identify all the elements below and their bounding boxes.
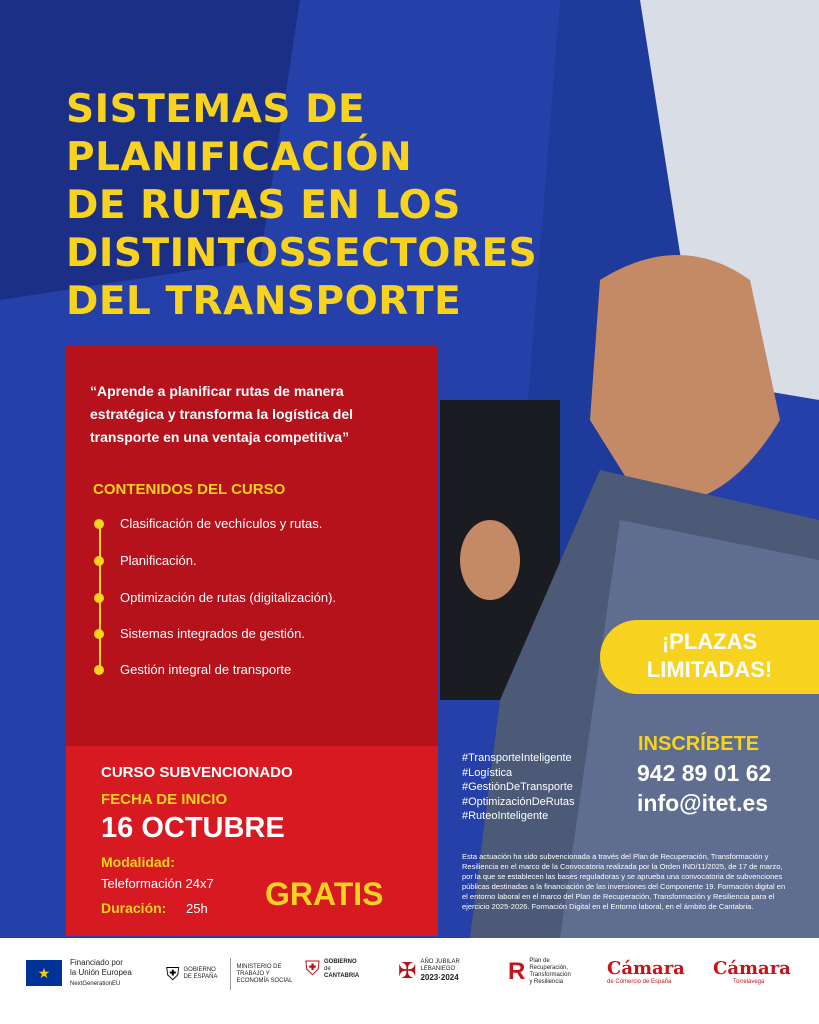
contents-heading: CONTENIDOS DEL CURSO: [93, 481, 286, 498]
camara-espana-logo: Cámara de Comercio de España: [607, 958, 685, 985]
mode-value: Teleformación 24x7: [101, 876, 214, 891]
phone-number[interactable]: 942 89 01 62: [637, 760, 772, 786]
eu-funding-logo: ★ Financiado por la Unión Europea NextGenerationEU: [26, 958, 132, 988]
badge-line: ¡PLAZAS: [661, 629, 758, 654]
email-link[interactable]: info@itet.es: [637, 790, 769, 816]
price-label: GRATIS: [265, 876, 384, 912]
list-item: Gestión integral de transporte: [94, 662, 291, 677]
prtr-mark-icon: R: [508, 958, 526, 985]
title-line: DE RUTAS EN LOS: [66, 183, 461, 228]
hashtag-list: [462, 751, 575, 824]
bullet-dot-icon: [94, 665, 104, 675]
duration-label: Duración:: [101, 900, 167, 916]
signup-cta[interactable]: INSCRÍBETE: [638, 733, 760, 755]
list-item: Planificación.: [94, 553, 197, 568]
list-item: Sistemas integrados de gestión.: [94, 626, 305, 641]
start-date: 16 OCTUBRE: [101, 812, 285, 844]
cantabria-logo: ⛨ GOBIERNO de CANTABRIA: [305, 958, 360, 980]
badge-line: LIMITADAS!: [646, 657, 773, 682]
hashtag[interactable]: #OptimizaciónDeRutas: [462, 795, 575, 808]
mode-label: Modalidad:: [101, 854, 175, 870]
camara-torrelavega-logo: Cámara Torrelavega: [713, 958, 791, 985]
bullet-dot-icon: [94, 593, 104, 603]
tagline-quote: “Aprende a planificar rutas de manera estratégica y transforma la logística del transporte en una ventaja competitiva”: [90, 383, 353, 445]
title-line: DEL TRANSPORTE: [66, 279, 462, 324]
hashtag[interactable]: #Logística: [462, 766, 513, 779]
list-item: Optimización de rutas (digitalización).: [94, 590, 336, 605]
limited-places-badge: [600, 620, 819, 694]
eu-flag-icon: ★: [26, 960, 62, 986]
ministry-logo: ⛨ GOBIERNO DE ESPAÑA MINISTERIO DE TRABAJO Y ECONOMÍA SOCIAL: [166, 958, 299, 990]
cantabria-shield-icon: ⛨: [305, 958, 320, 980]
title-line: DISTINTOSSECTORES: [66, 231, 538, 276]
bullet-dot-icon: [94, 519, 104, 529]
title-line: PLANIFICACIÓN: [66, 135, 413, 180]
list-item: Clasificación de vechículos y rutas.: [94, 516, 322, 531]
subsidized-label: CURSO SUBVENCIONADO: [101, 764, 293, 781]
bullet-dot-icon: [94, 629, 104, 639]
prtr-logo: R Plan de Recuperación, Transformación y Resiliencia: [508, 958, 571, 985]
legal-notice: Esta actuación ha sido subvencionada a través del Plan de Recuperación, Transformación y Resiliencia en el marco de la Convocatoria realizada por la Orden IND/11/2025, de 17 de marzo, por la que se establecen las bases reguladoras y se aprueba una convocatoria de subvenciones públicas destinadas a la financiación de las inversiones del Componente 19. Formación digital en el entorno laboral en el marco del Plan de Recuperación, Transformación y Resiliencia para el ejercicio 2025-2026. Formación Digital en el Entorno laboral, en el ámbito de Cantabria.: [462, 852, 786, 911]
duration-value: 25h: [186, 901, 208, 916]
hashtag[interactable]: #TransporteInteligente: [462, 752, 572, 764]
bullet-dot-icon: [94, 556, 104, 566]
coat-of-arms-icon: ⛨: [166, 963, 180, 984]
start-date-label: FECHA DE INICIO: [101, 791, 228, 808]
hashtag[interactable]: #GestiónDeTransporte: [462, 781, 573, 793]
hashtag[interactable]: #RuteoInteligente: [462, 810, 549, 822]
cross-icon: ✠: [398, 958, 417, 983]
poster-title: [66, 86, 586, 326]
title-line: SISTEMAS DE: [66, 87, 366, 132]
jubilar-logo: ✠ AÑO JUBILAR LEBANIEGO 2023·2024: [398, 958, 460, 983]
